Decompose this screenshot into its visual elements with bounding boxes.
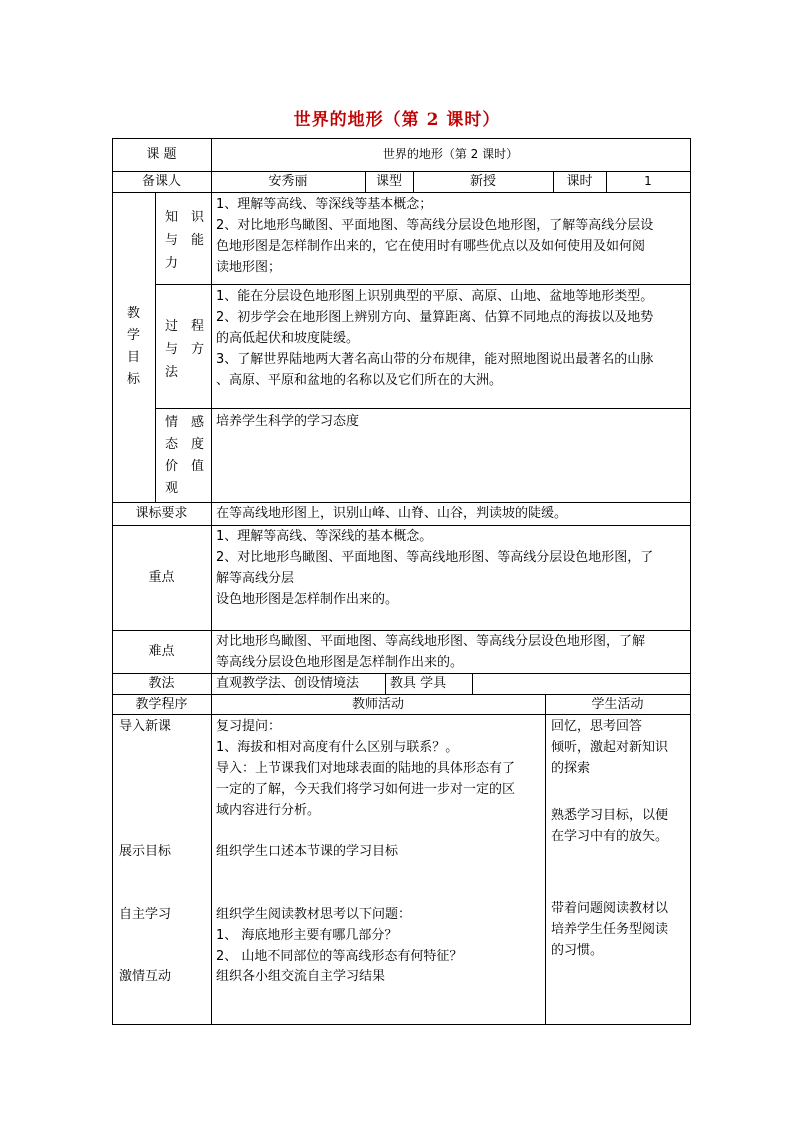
emotion-label-line: 态 度 <box>165 437 205 452</box>
key-point-line: 设色地形图是怎样制作出来的。 <box>216 592 399 607</box>
key-point-line: 2、对比地形鸟瞰图、平面地图、等高线地形图、等高线分层设色地形图，了 <box>216 550 654 565</box>
teacher-line: 导入：上节课我们对地球表面的陆地的具体形态有了 <box>216 761 516 776</box>
process-line: 的高低起伏和坡度陡缓。 <box>216 331 360 346</box>
knowledge-content <box>211 192 690 284</box>
process-line: 1、能在分层设色地形图上识别典型的平原、高原、山地、盆地等地形类型。 <box>216 289 654 304</box>
method-tools: 教具 学具 <box>390 676 447 691</box>
student-line: 回忆，思考回答 <box>551 719 643 734</box>
teacher-activity-self-study <box>211 904 545 967</box>
process-line: 3、了解世界陆地两大著名高山带的分布规律，能对照地图说出最著名的山脉 <box>216 352 654 367</box>
student-line: 熟悉学习目标，以便 <box>551 808 669 823</box>
difficult-line: 对比地形鸟瞰图、平面地图、等高线地形图、等高线分层设色地形图，了解 <box>216 634 646 649</box>
process-content <box>211 284 690 408</box>
knowledge-line: 1、理解等高线、等深线等基本概念； <box>216 197 433 212</box>
difficult-line: 等高线分层设色地形图是怎样制作出来的。 <box>216 655 464 670</box>
goals-label-char: 目 <box>126 350 140 365</box>
lesson-label: 课 题 <box>146 147 177 162</box>
knowledge-line: 色地形图是怎样制作出来的，它在使用时有哪些优点以及如何使用及如何阅 <box>216 239 646 254</box>
key-points-label: 重点 <box>148 570 175 585</box>
table-rule <box>112 1024 691 1025</box>
step-interaction: 激情互动 <box>119 969 172 984</box>
hours-label: 课时 <box>566 174 593 189</box>
hours-value: 1 <box>644 174 652 188</box>
emotion-label-line: 价 值 <box>165 459 205 474</box>
knowledge-line: 读地形图； <box>216 260 282 275</box>
emotion-line: 培养学生科学的学习态度 <box>216 414 360 429</box>
student-line: 的习惯。 <box>551 943 604 958</box>
key-point-line: 1、理解等高线、等深线的基本概念。 <box>216 529 433 544</box>
student-activity-intro <box>545 716 690 779</box>
emotion-content <box>211 408 690 502</box>
emotion-label-line: 观 <box>165 481 179 496</box>
type-value: 新授 <box>469 174 496 189</box>
emotion-label-line: 情 感 <box>165 415 205 430</box>
process-label <box>155 284 211 408</box>
teacher-line: 1、海拔和相对高度有什么区别与联系？。 <box>216 740 459 755</box>
knowledge-label <box>155 192 211 284</box>
teacher-line: 1、 海底地形主要有哪几部分？ <box>216 928 398 943</box>
step-goals: 展示目标 <box>119 844 172 859</box>
standard-value: 在等高线地形图上，识别山峰、山脊、山谷，判读坡的陡缓。 <box>216 506 568 521</box>
student-line: 带着问题阅读教材以 <box>551 901 669 916</box>
student-activity-goals <box>545 805 690 847</box>
step-self-study: 自主学习 <box>119 907 172 922</box>
teacher-activity-interaction: 组织各小组交流自主学习结果 <box>216 969 386 984</box>
process-label-line: 与 方 <box>165 342 205 357</box>
header-teacher: 教师活动 <box>351 696 404 712</box>
teacher-line: 2、 山地不同部位的等高线形态有何特征？ <box>216 949 463 964</box>
method-value: 直观教学法、创设情境法 <box>216 676 360 691</box>
knowledge-label-line: 力 <box>165 256 179 271</box>
student-line: 在学习中有的放矢。 <box>551 829 669 844</box>
student-line: 倾听，激起对新知识 <box>551 740 669 755</box>
goals-label-char: 教 <box>126 306 140 321</box>
emotion-label <box>155 408 211 502</box>
student-activity-self-study <box>545 898 690 961</box>
standard-label: 课标要求 <box>135 506 188 521</box>
teacher-activity-intro <box>211 716 545 821</box>
teacher-name: 安秀丽 <box>268 174 308 189</box>
teacher-line: 域内容进行分析。 <box>216 803 321 818</box>
page-title: 世界的地形（第 2 课时） <box>293 110 501 130</box>
student-line: 的探索 <box>551 761 591 776</box>
type-label: 课型 <box>375 174 402 189</box>
process-line: 、高原、平原和盆地的名称以及它们所在的大洲。 <box>216 373 503 388</box>
student-line: 培养学生任务型阅读 <box>551 922 669 937</box>
teacher-activity-goals: 组织学生口述本节课的学习目标 <box>216 844 399 859</box>
header-student: 学生活动 <box>591 696 644 712</box>
prep-label: 备课人 <box>141 174 181 189</box>
step-intro: 导入新课 <box>119 719 172 734</box>
difficult-content <box>211 630 690 673</box>
process-label-line: 法 <box>165 365 179 380</box>
process-label-line: 过 程 <box>165 319 205 334</box>
key-points-content <box>211 525 690 630</box>
process-line: 2、初步学会在地形图上辨别方向、量算距离、估算不同地点的海拔以及地势 <box>216 310 654 325</box>
teacher-line: 一定的了解，今天我们将学习如何进一步对一定的区 <box>216 782 516 797</box>
teacher-line: 复习提问： <box>216 719 282 734</box>
method-label: 教法 <box>148 676 175 691</box>
table-rule <box>472 673 473 694</box>
goals-label-char: 学 <box>126 328 140 343</box>
difficult-label: 难点 <box>148 644 175 659</box>
goals-label <box>112 192 155 502</box>
knowledge-label-line: 知 识 <box>165 210 205 225</box>
table-rule <box>690 138 691 1025</box>
teacher-line: 组织学生阅读教材思考以下问题： <box>216 907 412 922</box>
knowledge-label-line: 与 能 <box>165 233 205 248</box>
key-point-line: 解等高线分层 <box>216 571 295 586</box>
goals-label-char: 标 <box>126 372 140 387</box>
header-step: 教学程序 <box>135 696 188 712</box>
lesson-value: 世界的地形（第 2 课时） <box>382 147 519 161</box>
knowledge-line: 2、对比地形鸟瞰图、平面地图、等高线分层设色地形图，了解等高线分层设 <box>216 218 654 233</box>
